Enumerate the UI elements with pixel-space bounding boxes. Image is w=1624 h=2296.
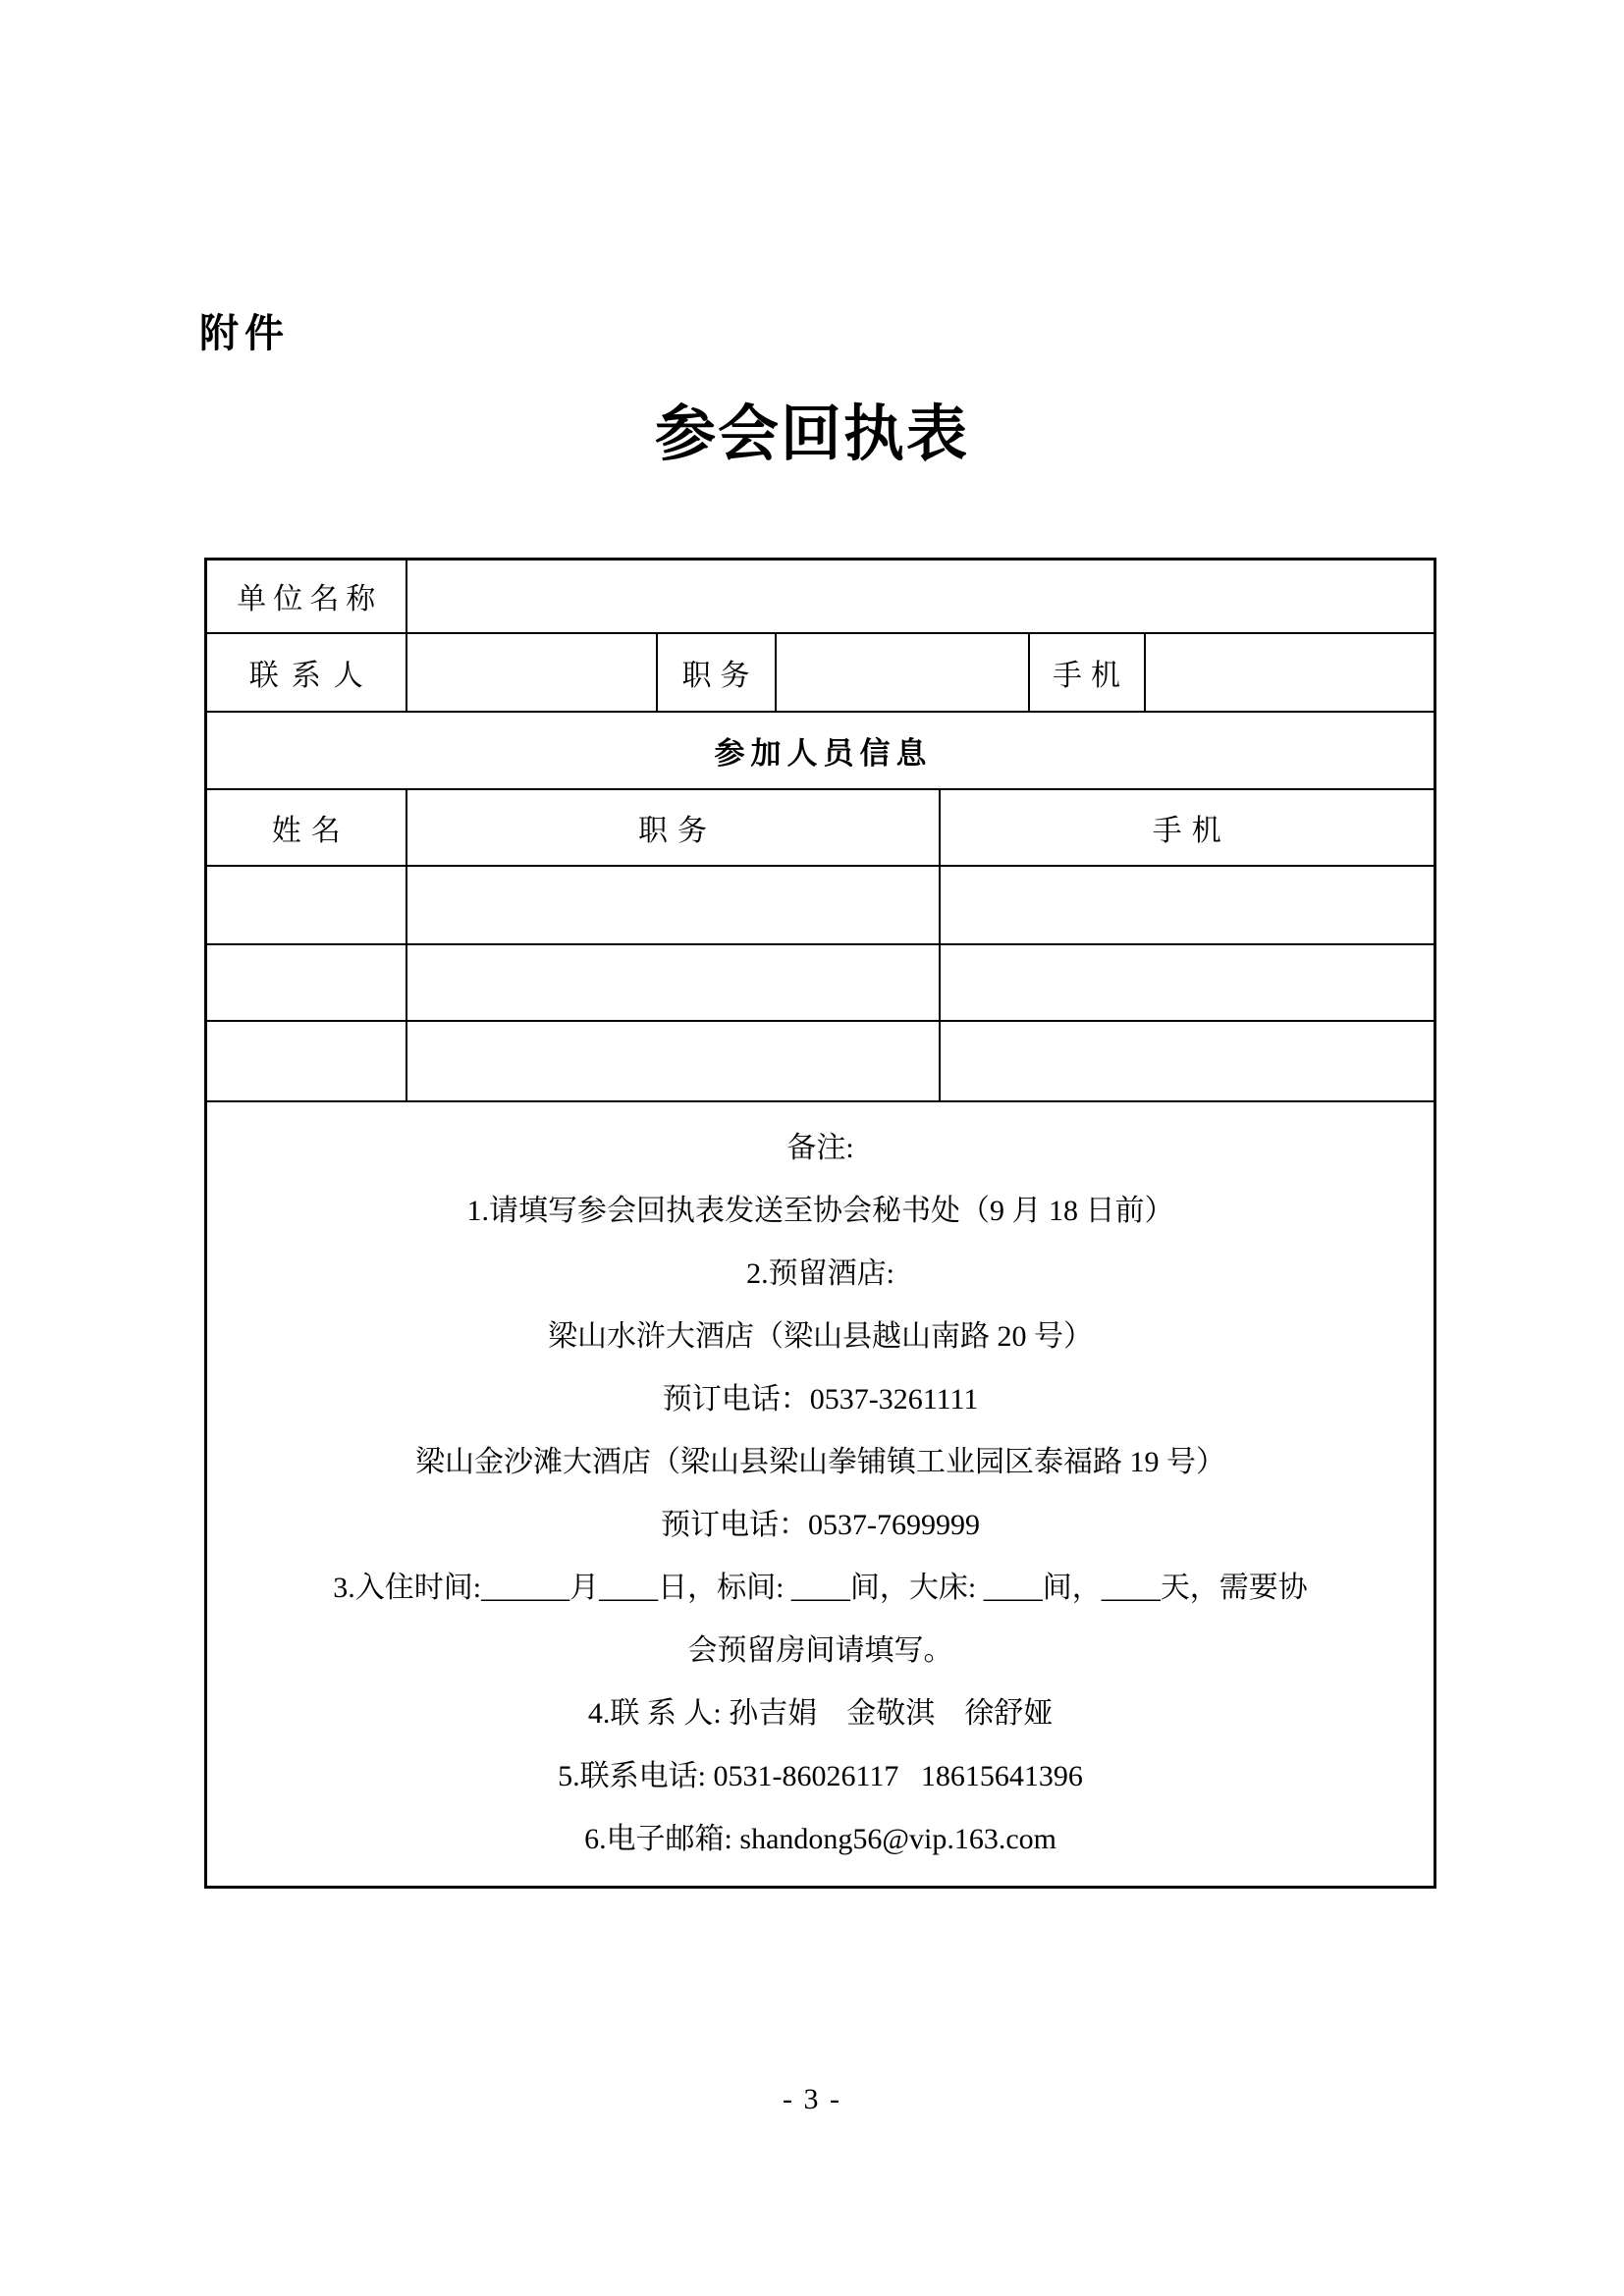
note-line: 5.联系电话: 0531-86026117 18615641396 <box>558 1759 1083 1792</box>
contact-position-input[interactable] <box>776 633 1029 712</box>
attachment-label: 附件 <box>199 312 290 355</box>
participants-section-title: 参加人员信息 <box>206 712 1435 789</box>
note-line: 6.电子邮箱: shandong56@vip.163.com <box>584 1822 1056 1855</box>
note-line: 会预留房间请填写。 <box>687 1633 953 1667</box>
participant-mobile-header: 手机 <box>940 789 1435 866</box>
contact-name-input[interactable] <box>406 633 657 712</box>
note-line: 梁山金沙滩大酒店（梁山县梁山拳铺镇工业园区泰福路 19 号） <box>415 1445 1226 1478</box>
participant-position-input[interactable] <box>406 866 940 944</box>
note-line: 预订电话：0537-7699999 <box>661 1508 981 1541</box>
note-line: 2.预留酒店: <box>746 1256 894 1290</box>
participant-header-row <box>206 789 1435 866</box>
participant-name-input[interactable] <box>206 944 406 1021</box>
note-line: 4.联 系 人: 孙吉娟 金敬淇 徐舒娅 <box>587 1696 1054 1730</box>
note-line: 1.请填写参会回执表发送至协会秘书处（9 月 18 日前） <box>466 1194 1174 1227</box>
participant-name-input[interactable] <box>206 866 406 944</box>
reply-form-table <box>204 558 1436 1889</box>
unit-name-row <box>206 560 1435 633</box>
page-title: 参会回执表 <box>654 401 969 468</box>
contact-mobile-label: 手机 <box>1029 633 1145 712</box>
unit-name-label: 单位名称 <box>206 560 406 633</box>
participant-row <box>206 1021 1435 1101</box>
contact-name-label: 联系人 <box>206 633 406 712</box>
note-line: 预订电话：0537-3261111 <box>662 1382 979 1415</box>
participant-mobile-input[interactable] <box>940 866 1435 944</box>
participant-mobile-input[interactable] <box>940 1021 1435 1101</box>
participant-name-header: 姓名 <box>206 789 406 866</box>
section-title-row <box>206 712 1435 789</box>
participant-row <box>206 866 1435 944</box>
note-line: 备注: <box>786 1131 854 1164</box>
participant-name-input[interactable] <box>206 1021 406 1101</box>
participant-position-input[interactable] <box>406 944 940 1021</box>
contact-position-label: 职务 <box>657 633 776 712</box>
participant-position-header: 职务 <box>406 789 940 866</box>
notes-cell <box>206 1101 1435 1888</box>
page-number: - 3 - <box>783 2083 841 2115</box>
notes-row <box>206 1101 1435 1888</box>
note-line: 3.入住时间:______月____日，标间: ____间，大床: ____间，____天，需要协 <box>333 1571 1308 1604</box>
unit-name-input[interactable] <box>406 560 1435 633</box>
participant-row <box>206 944 1435 1021</box>
note-line: 梁山水浒大酒店（梁山县越山南路 20 号） <box>548 1319 1094 1353</box>
contact-row <box>206 633 1435 712</box>
contact-mobile-input[interactable] <box>1145 633 1435 712</box>
participant-mobile-input[interactable] <box>940 944 1435 1021</box>
participant-position-input[interactable] <box>406 1021 940 1101</box>
